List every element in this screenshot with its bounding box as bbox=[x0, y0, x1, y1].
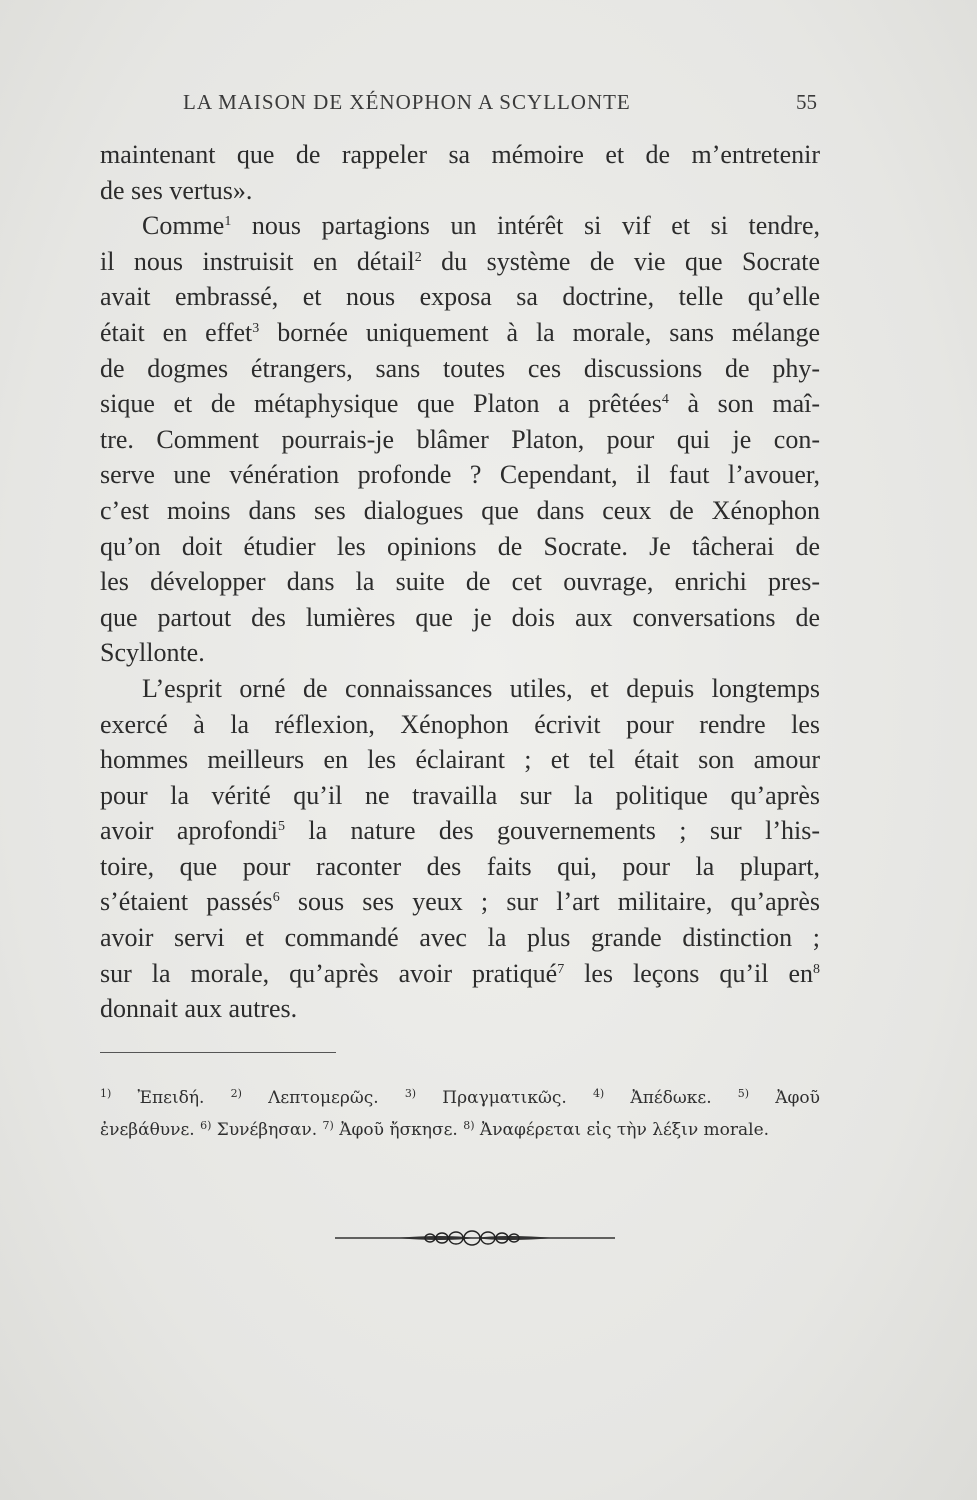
text-line: sur la morale, qu’après avoir pratiqué$^7$ les leçons qu’il $en^8$ bbox=[100, 958, 820, 988]
text-line: c’est moins dans ses dialogues que dans ceux de Xénophon bbox=[100, 495, 820, 525]
text-line: L’esprit orné de connaissances utiles, et depuis longtemps bbox=[142, 673, 820, 703]
footnote-ref: 7 bbox=[557, 961, 565, 977]
text-line: sique et de métaphysique que Platon a prêtées$^4$ à son maî- bbox=[100, 389, 820, 419]
page-number: 55 bbox=[796, 90, 817, 114]
footnote-marker: 4) bbox=[592, 1087, 605, 1100]
running-title: LA MAISON DE XÉNOPHON A SCYLLONTE bbox=[183, 90, 631, 114]
text-line: avoir aprofondi$^5$ la nature des gouvernements ; sur l’his- bbox=[100, 816, 820, 846]
footnote-rule bbox=[100, 1052, 336, 1053]
footnote-line: ἐνεβάθυνε. $^{6)}$ Συνέβησαν. $^{7)}$ Ἀφοῦ ἤσκησε. $^{8)}$ Ἀναφέρεται εἰς τὴν λέξιν morale. bbox=[100, 1119, 770, 1140]
text-line: il nous instruisit en détail$^2$ du système de vie que Socrate bbox=[100, 246, 821, 276]
body-text bbox=[100, 137, 820, 1027]
text-line: Comme$^1$ nous partagions un intérêt si vif et si tendre, bbox=[142, 211, 820, 241]
footnote-ref: 5 bbox=[277, 819, 285, 835]
text-line: que partout des lumières que je dois aux conversations de bbox=[100, 602, 820, 632]
footnote-ref: 8 bbox=[813, 961, 820, 977]
text-line: serve une vénération profonde ? Cependant, il faut l’avouer, bbox=[100, 460, 820, 490]
footnote-marker: 3) bbox=[404, 1087, 417, 1100]
tailpiece-ornament-shape bbox=[335, 1231, 615, 1245]
text-line: avoir servi et commandé avec la plus grande distinction ; bbox=[100, 923, 820, 953]
text-line: qu’on doit étudier les opinions de Socrate. Je tâcherai de bbox=[100, 531, 820, 561]
text-line: de ses vertus». bbox=[100, 175, 253, 205]
footnote-ref: 6 bbox=[272, 890, 280, 906]
text-line: avait embrassé, et nous exposa sa doctrine, telle qu’elle bbox=[100, 282, 820, 312]
footnote-marker: 5) bbox=[737, 1087, 750, 1100]
footnote-ref: 2 bbox=[414, 249, 422, 265]
tailpiece-ornament bbox=[335, 1228, 615, 1248]
text-line: de dogmes étrangers, sans toutes ces discussions de phy- bbox=[100, 353, 820, 383]
footnote-line: $^{1)}$ Ἐπειδή. $^{2)}$ Λεπτομερῶς. $^{3)}$ Πραγματικῶς. $^{4)}$ Ἀπέδωκε. $^{5)}$ Ἀφοῦ bbox=[100, 1087, 821, 1108]
footnote-marker: 7) bbox=[322, 1119, 334, 1132]
text-line: donnait aux autres. bbox=[100, 994, 298, 1024]
text-line: pour la vérité qu’il ne travailla sur la politique qu’après bbox=[100, 780, 820, 810]
text-line: Scyllonte. bbox=[100, 638, 205, 668]
footnote-marker: 1) bbox=[100, 1087, 112, 1100]
running-head bbox=[0, 90, 977, 120]
text-line: hommes meilleurs en les éclairant ; et tel était son amour bbox=[100, 745, 820, 775]
text-line: les développer dans la suite de cet ouvrage, enrichi pres- bbox=[100, 567, 820, 597]
text-line: tre. Comment pourrais-je blâmer Platon, pour qui je con- bbox=[100, 424, 820, 454]
text-line: toire, que pour raconter des faits qui, pour la plupart, bbox=[100, 851, 820, 881]
footnote-ref: 3 bbox=[252, 320, 260, 336]
text-line: s’étaient passés$^6$ sous ses yeux ; sur l’art militaire, qu’après bbox=[100, 887, 820, 917]
footnote-marker: 6) bbox=[200, 1119, 212, 1132]
footnote-ref: 4 bbox=[661, 392, 669, 408]
footnotes bbox=[100, 1082, 820, 1146]
footnote-marker: 2) bbox=[230, 1087, 242, 1100]
footnote-marker: 8) bbox=[463, 1119, 475, 1132]
text-line: exercé à la réflexion, Xénophon écrivit pour rendre les bbox=[100, 709, 820, 739]
text-line: était en effet$^3$ bornée uniquement à la morale, sans mélange bbox=[100, 317, 820, 347]
text-line: maintenant que de rappeler sa mémoire et de m’entretenir bbox=[100, 140, 820, 169]
footnote-ref: 1 bbox=[224, 214, 232, 230]
